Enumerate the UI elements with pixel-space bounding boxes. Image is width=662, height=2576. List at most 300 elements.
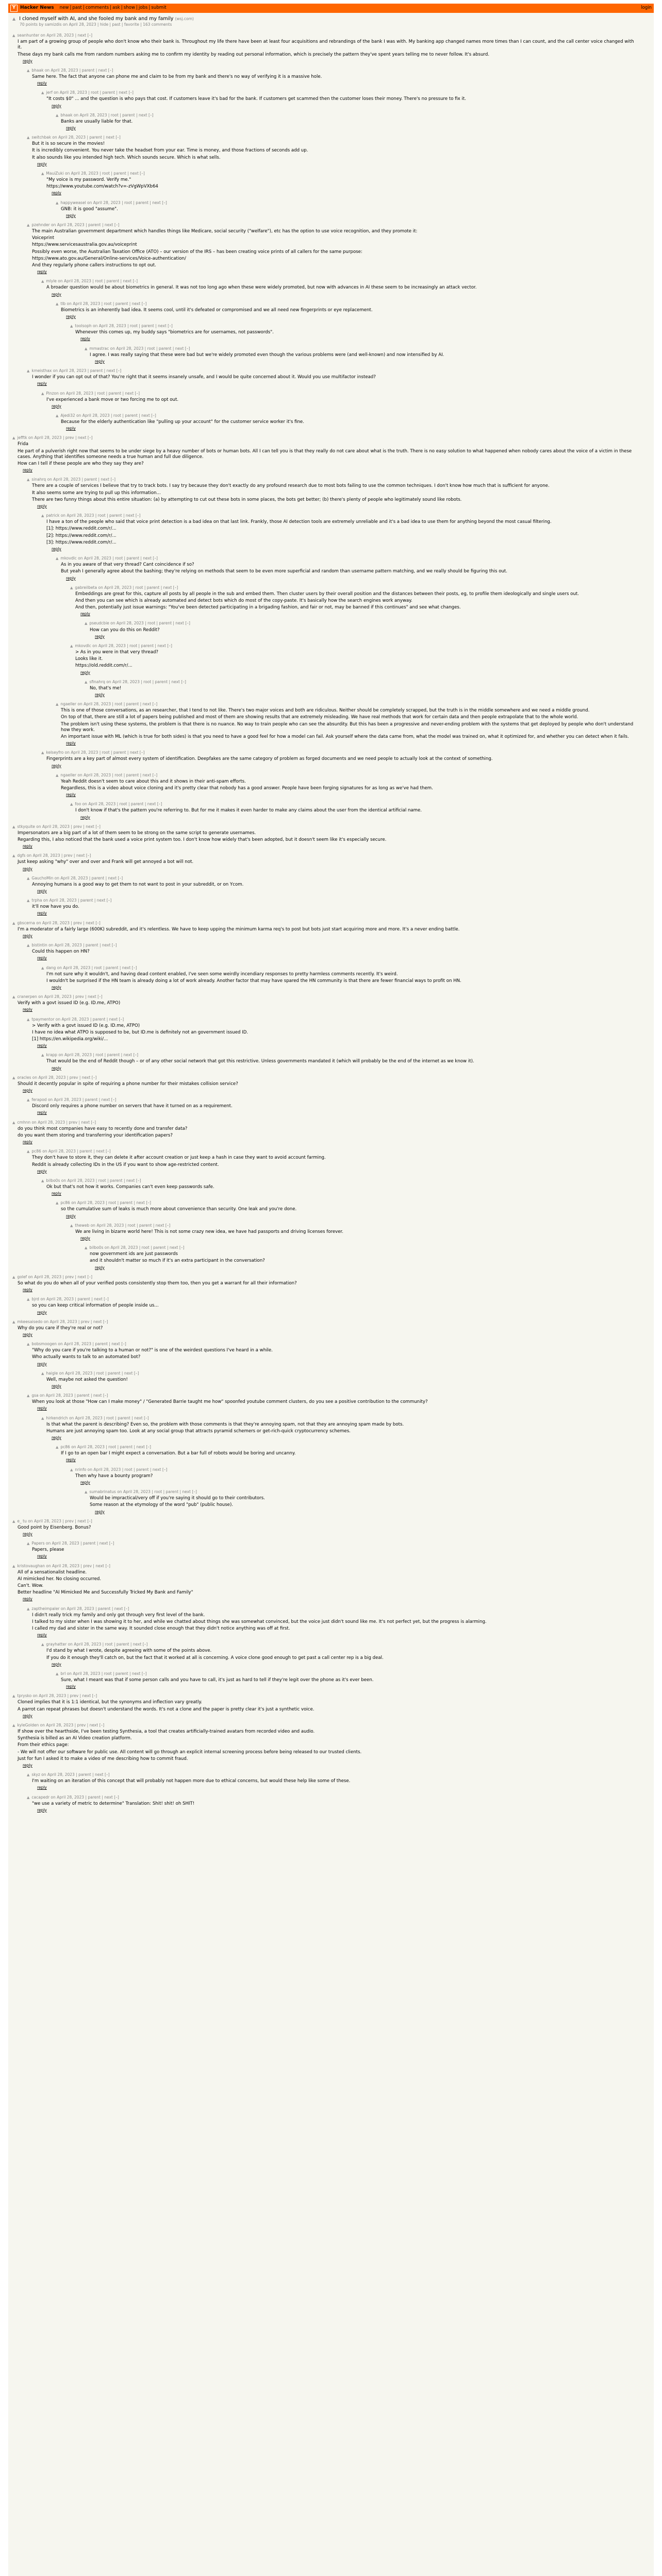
comment-paragraph: All of a sensationalist headline. bbox=[18, 1569, 87, 1575]
comment-paragraph: Should it decently popular in spite of requiring a phone number for their mistakes collision service? bbox=[18, 1081, 238, 1087]
comment-meta[interactable]: krapp on April 28, 2023 | root | parent | next [–] bbox=[46, 1053, 139, 1058]
comment-meta[interactable]: e_ tu on April 28, 2023 | prev | next [–] bbox=[17, 1518, 92, 1523]
comment-meta[interactable]: ngaeller on April 28, 2023 | root | parent | next [–] bbox=[60, 772, 158, 777]
reply-link[interactable]: reply bbox=[66, 426, 76, 431]
reply-link[interactable]: reply bbox=[80, 815, 90, 820]
page bbox=[8, 4, 654, 2576]
reply-link[interactable]: reply bbox=[80, 1480, 90, 1485]
reply-link[interactable]: reply bbox=[37, 956, 47, 961]
comment-header bbox=[70, 585, 639, 590]
comment-paragraph: Regardless, this is a video about voice cloning and it's pretty clear that nobody has a good answer. People have been forging signatures for as long as we've had them. bbox=[61, 785, 433, 791]
nav-link-show[interactable]: show bbox=[123, 5, 135, 11]
comment-header bbox=[56, 113, 639, 118]
comment-text bbox=[18, 1326, 639, 1338]
upvote-icon[interactable]: ▲ bbox=[12, 436, 15, 440]
comment-meta[interactable]: gbscerna on April 28, 2023 | prev | next [–] bbox=[17, 920, 101, 925]
reply-link[interactable]: reply bbox=[95, 1509, 105, 1514]
upvote-icon[interactable]: ▲ bbox=[56, 413, 59, 418]
comment-header bbox=[27, 1342, 639, 1347]
upvote-icon[interactable]: ▲ bbox=[27, 1773, 30, 1777]
comment-header bbox=[27, 1772, 639, 1777]
comment-meta[interactable]: jerf on April 28, 2023 | root | parent | next [–] bbox=[46, 90, 134, 95]
comment-text bbox=[90, 686, 639, 698]
comment bbox=[27, 1541, 650, 1560]
comment-meta[interactable]: happyweasel on April 28, 2023 | root | parent | next [–] bbox=[60, 200, 167, 205]
reply-link[interactable]: reply bbox=[52, 191, 61, 196]
comment-paragraph: do you think most companies have easy to recently done and transfer data? bbox=[18, 1126, 188, 1131]
comment-header bbox=[56, 413, 639, 418]
reply-link[interactable]: reply bbox=[37, 1785, 47, 1790]
comment bbox=[56, 413, 650, 432]
comment-paragraph: Would be impractical/very off if you're saying it should go to their contributors. bbox=[90, 1496, 265, 1501]
upvote-icon[interactable]: ▲ bbox=[27, 1606, 30, 1611]
nav-link-submit[interactable]: submit bbox=[151, 5, 167, 11]
comment-paragraph: How can you do this on Reddit? bbox=[90, 627, 160, 633]
comment-meta[interactable]: pc86 on April 28, 2023 | root | parent | next [–] bbox=[60, 1200, 151, 1206]
comment-text bbox=[32, 141, 639, 167]
comment-meta[interactable]: GauchoMin on April 28, 2023 | parent | next [–] bbox=[31, 875, 123, 880]
upvote-icon[interactable]: ▲ bbox=[27, 876, 30, 880]
comment-text bbox=[46, 1648, 639, 1668]
reply-link[interactable]: reply bbox=[80, 1236, 90, 1241]
reply-link[interactable]: reply bbox=[95, 634, 105, 639]
upvote-icon[interactable]: ▲ bbox=[85, 621, 88, 626]
comment-meta[interactable]: skyz on April 28, 2023 | parent | next [–] bbox=[31, 1772, 110, 1777]
nav-link-ask[interactable]: ask bbox=[112, 5, 120, 11]
upvote-icon[interactable]: ▲ bbox=[70, 1467, 73, 1472]
reply-link[interactable]: reply bbox=[37, 889, 47, 894]
reply-link[interactable]: reply bbox=[37, 1554, 47, 1559]
upvote-icon[interactable]: ▲ bbox=[56, 1445, 59, 1450]
reply-link[interactable]: reply bbox=[66, 314, 76, 319]
comment-paragraph: Embeddings are great for this, capture all posts by all people in the sub and embed them. Then cluster users by their overall position and the distances between their posts, eg, to profile them ideologically and single users out. bbox=[75, 591, 579, 597]
comment-paragraph: https://old.reddit.com/r/... bbox=[75, 663, 133, 669]
comment-meta[interactable]: golef on April 28, 2023 | prev | next [–] bbox=[17, 1274, 93, 1279]
comment-text bbox=[46, 285, 639, 297]
reply-link[interactable]: reply bbox=[23, 1287, 32, 1293]
comment-header bbox=[27, 1017, 639, 1022]
comment-meta[interactable]: haigle on April 28, 2023 | root | parent | next [–] bbox=[46, 1370, 139, 1376]
comment-paragraph: I'm not sure why it wouldn't, and having dead content enabled, I've seen some weirdly incendiary responses to pretty harmless comments recently. It's weird. bbox=[46, 971, 398, 977]
upvote-icon[interactable]: ▲ bbox=[56, 1671, 59, 1676]
logo-icon[interactable]: Y bbox=[10, 5, 18, 12]
comment-meta[interactable]: tlb on April 28, 2023 | root | parent | next [–] bbox=[60, 301, 147, 306]
comment-paragraph: Looks like it. bbox=[75, 656, 103, 662]
reply-link[interactable]: reply bbox=[37, 161, 47, 166]
comment-meta[interactable]: Ajedi32 on April 28, 2023 | root | parent | next [–] bbox=[60, 413, 156, 418]
comment-header bbox=[85, 346, 639, 351]
comment-meta[interactable]: MauiZuki on April 28, 2023 | root | parent | next [–] bbox=[46, 171, 145, 176]
reply-link[interactable]: reply bbox=[52, 1435, 61, 1440]
upvote-icon[interactable]: ▲ bbox=[27, 1342, 30, 1347]
reply-link[interactable]: reply bbox=[37, 1406, 47, 1411]
site-title[interactable]: Hacker News bbox=[20, 5, 54, 11]
upvote-icon[interactable]: ▲ bbox=[27, 1149, 30, 1154]
comment-paragraph: "It costs $0" ... and the question is who pays that cost. If customers leave it's bad for the bank. If customers get scammed then the customer loses their money. There's no pressure to fix it. bbox=[46, 96, 466, 102]
nav-separator: | bbox=[70, 5, 72, 11]
comment-meta[interactable]: bhaak on April 28, 2023 | root | parent | next [–] bbox=[60, 112, 154, 117]
comment bbox=[56, 556, 650, 582]
comment-paragraph: https://www.youtube.com/watch?v=-zVgWpVXb64 bbox=[46, 184, 158, 190]
reply-link[interactable]: reply bbox=[95, 692, 105, 697]
comment-header bbox=[56, 1200, 639, 1206]
comment-meta[interactable]: mkovdlc on April 28, 2023 | root | parent | next [–] bbox=[60, 556, 158, 561]
reply-link[interactable]: reply bbox=[23, 1597, 32, 1602]
comment-meta[interactable]: jefftk on April 28, 2023 | prev | next [–] bbox=[17, 435, 93, 440]
comment-meta[interactable]: pc86 on April 28, 2023 | parent | next [–] bbox=[31, 1149, 111, 1154]
reply-link[interactable]: reply bbox=[37, 381, 47, 386]
reply-link[interactable]: reply bbox=[52, 1383, 61, 1388]
comment-meta[interactable]: ngaeller on April 28, 2023 | root | parent | next [–] bbox=[60, 702, 158, 707]
comment-meta[interactable]: zaptheimpaler on April 28, 2023 | parent | next [–] bbox=[31, 1606, 129, 1611]
comment-meta[interactable]: ferapod on April 28, 2023 | parent | next [–] bbox=[31, 1097, 117, 1103]
login-link[interactable]: login bbox=[641, 5, 652, 11]
comment-meta[interactable]: mmastrac on April 28, 2023 | root | parent | next [–] bbox=[89, 346, 190, 351]
upvote-icon[interactable]: ▲ bbox=[70, 802, 73, 807]
upvote-icon[interactable]: ▲ bbox=[56, 556, 59, 561]
comment-header bbox=[70, 1467, 639, 1472]
comment-meta[interactable]: gsa on April 28, 2023 | parent | next [–] bbox=[31, 1393, 108, 1398]
reply-link[interactable]: reply bbox=[23, 844, 32, 849]
comment-meta[interactable]: toolsoph on April 28, 2023 | root | parent | next [–] bbox=[75, 324, 173, 329]
upvote-icon[interactable]: ▲ bbox=[56, 702, 59, 707]
comment bbox=[41, 391, 650, 410]
comment-paragraph: Well, maybe not asked the question! bbox=[46, 1377, 128, 1382]
reply-link[interactable]: reply bbox=[66, 1458, 76, 1463]
upvote-icon[interactable]: ▲ bbox=[27, 135, 30, 140]
nav-separator: | bbox=[136, 5, 138, 11]
comment-meta[interactable]: cmhnn on April 28, 2023 | prev | next [–] bbox=[17, 1120, 96, 1125]
comment-meta[interactable]: bilbo0s on April 28, 2023 | root | parent | next [–] bbox=[46, 1178, 141, 1183]
comment-header bbox=[27, 368, 639, 374]
nav-link-comments[interactable]: comments bbox=[85, 5, 109, 11]
reply-link[interactable]: reply bbox=[66, 1684, 76, 1689]
comment-paragraph: If you do it enough they'll catch on, but the fact that it worked at all is concerning. A voice clone good enough to get past a call center rep is a big deal. bbox=[46, 1655, 384, 1660]
reply-link[interactable]: reply bbox=[37, 1361, 47, 1366]
upvote-icon[interactable]: ▲ bbox=[27, 899, 30, 903]
comment-tree bbox=[8, 33, 654, 1814]
upvote-icon[interactable]: ▲ bbox=[41, 1178, 44, 1183]
reply-link[interactable]: reply bbox=[52, 1191, 61, 1196]
comment-meta[interactable]: bistintin on April 28, 2023 | parent | next [–] bbox=[31, 943, 117, 948]
comment bbox=[12, 921, 650, 939]
upvote-icon[interactable]: ▲ bbox=[27, 1098, 30, 1103]
comment-text bbox=[46, 1059, 639, 1071]
comment bbox=[12, 33, 650, 64]
comment-paragraph: I've experienced a bank move or two forcing me to opt out. bbox=[46, 397, 179, 402]
nav-separator: | bbox=[110, 5, 112, 11]
comment-paragraph: That would be the end of Reddit though – or of any other social network that got this restrictive. Unless governments mandated it (which will probably be the end of the internet as we know it). bbox=[46, 1059, 474, 1064]
comment-header bbox=[70, 324, 639, 329]
comment-paragraph: Banks are usually liable for that. bbox=[61, 118, 133, 124]
comment bbox=[27, 1097, 650, 1116]
reply-link[interactable]: reply bbox=[23, 1140, 32, 1145]
comment-header bbox=[27, 876, 639, 881]
comment-text bbox=[46, 756, 639, 769]
comment-meta[interactable]: oracles on April 28, 2023 | prev | next [–] bbox=[17, 1075, 97, 1080]
reply-link[interactable]: reply bbox=[23, 1713, 32, 1718]
reply-link[interactable]: reply bbox=[66, 213, 76, 218]
upvote-icon[interactable]: ▲ bbox=[12, 1694, 15, 1699]
reply-link[interactable]: reply bbox=[52, 1065, 61, 1071]
nav-link-jobs[interactable]: jobs bbox=[138, 5, 148, 11]
upvote-icon[interactable]: ▲ bbox=[12, 1120, 15, 1125]
comment-meta[interactable]: mkovdlc on April 28, 2023 | root | parent | next [–] bbox=[75, 643, 172, 648]
comment-text bbox=[61, 119, 639, 131]
comment bbox=[12, 1120, 650, 1146]
story-title[interactable]: I cloned myself with AI, and she fooled my bank and my family bbox=[19, 16, 174, 22]
comment-meta[interactable]: tprysko on April 28, 2023 | prev | next [–] bbox=[17, 1693, 97, 1699]
comment-meta[interactable]: tpaymentor on April 28, 2023 | parent | next [–] bbox=[31, 1016, 124, 1022]
comment-meta[interactable]: dgfs on April 28, 2023 | prev | next [–] bbox=[17, 853, 91, 858]
comment-paragraph: He part of a pulverish right now that seems to be under siege by a heavy number of bots or human bots. All I can tell you is that they really do not care about what is the truth. There is no easy solution to what happened when nobody cares about the voice of a victim in these cases. Anything that identifies someone needs a true human and full due diligence. bbox=[18, 448, 632, 460]
comment-paragraph: Could this happen on HN? bbox=[32, 949, 90, 955]
reply-link[interactable]: reply bbox=[23, 1762, 32, 1768]
reply-link[interactable]: reply bbox=[37, 911, 47, 916]
nav-link-new[interactable]: new bbox=[59, 5, 69, 11]
comment-text bbox=[18, 1729, 639, 1769]
upvote-icon[interactable]: ▲ bbox=[12, 33, 15, 38]
comment-meta[interactable]: Papers on April 28, 2023 | parent | next [–] bbox=[31, 1541, 114, 1546]
story-domain[interactable]: (wsj.com) bbox=[175, 16, 194, 21]
upvote-icon[interactable]: ▲ bbox=[56, 301, 59, 306]
upvote-icon[interactable]: ▲ bbox=[27, 1297, 30, 1302]
reply-link[interactable]: reply bbox=[37, 1168, 47, 1174]
upvote-icon[interactable]: ▲ bbox=[12, 824, 15, 829]
comment-meta[interactable]: Pinzon on April 28, 2023 | root | parent | next [–] bbox=[46, 391, 140, 396]
reply-link[interactable]: reply bbox=[52, 403, 61, 409]
comment bbox=[12, 1319, 650, 1338]
comment-paragraph: And then, potentially just issue warnings: "You've been detected participating in a brigading fashion, and fair or not, may be banned if this continues" and see what changes. bbox=[75, 605, 461, 611]
upvote-icon[interactable]: ▲ bbox=[12, 921, 15, 925]
reply-link[interactable]: reply bbox=[37, 503, 47, 509]
upvote-icon[interactable]: ▲ bbox=[56, 1201, 59, 1206]
comment-meta[interactable]: bobsmoogen on April 28, 2023 | parent | next [–] bbox=[31, 1342, 126, 1347]
reply-link[interactable]: reply bbox=[23, 58, 32, 63]
reply-link[interactable]: reply bbox=[37, 1807, 47, 1812]
upvote-icon[interactable]: ▲ bbox=[56, 773, 59, 777]
upvote-icon[interactable]: ▲ bbox=[41, 1053, 44, 1058]
upvote-icon[interactable]: ▲ bbox=[41, 279, 44, 284]
comment-meta[interactable]: trpha on April 28, 2023 | parent | next [–] bbox=[31, 898, 112, 903]
upvote-icon[interactable]: ▲ bbox=[27, 1394, 30, 1398]
comment-meta[interactable]: cacapedr on April 28, 2023 | parent | next [–] bbox=[31, 1794, 119, 1800]
comment-text bbox=[90, 352, 639, 365]
upvote-icon[interactable]: ▲ bbox=[70, 324, 73, 329]
reply-link[interactable]: reply bbox=[52, 103, 61, 108]
upvote-icon[interactable]: ▲ bbox=[41, 171, 44, 176]
comment-meta[interactable]: nrinfo on April 28, 2023 | root | parent | next [–] bbox=[75, 1467, 168, 1472]
upvote-icon[interactable]: ▲ bbox=[85, 1246, 88, 1250]
comment bbox=[27, 1795, 650, 1814]
comment-text bbox=[32, 1778, 639, 1791]
reply-link[interactable]: reply bbox=[52, 985, 61, 990]
comment-meta[interactable]: kristovaughan on April 28, 2023 | prev | next [–] bbox=[17, 1563, 110, 1568]
upvote-icon[interactable]: ▲ bbox=[85, 1490, 88, 1495]
reply-link[interactable]: reply bbox=[37, 1043, 47, 1048]
upvote-icon[interactable]: ▲ bbox=[70, 1223, 73, 1228]
comment-meta[interactable]: theweb on April 28, 2023 | root | parent | next [–] bbox=[75, 1223, 171, 1228]
comment-meta[interactable]: kmeisthax on April 28, 2023 | parent | next [–] bbox=[31, 368, 122, 374]
reply-link[interactable]: reply bbox=[37, 1633, 47, 1638]
upvote-icon[interactable]: ▲ bbox=[27, 1017, 30, 1022]
comment-meta[interactable]: gabreilbeta on April 28, 2023 | root | parent | next [–] bbox=[75, 585, 178, 590]
comment-paragraph: Because for the elderly authentication like "pulling up your account" for the customer service worker it's fine. bbox=[61, 419, 304, 425]
comment-header bbox=[12, 1564, 639, 1569]
reply-link[interactable]: reply bbox=[52, 292, 61, 297]
upvote-icon[interactable]: ▲ bbox=[27, 943, 30, 948]
upvote-icon[interactable]: ▲ bbox=[41, 514, 44, 518]
comment-meta[interactable]: bhaak on April 28, 2023 | parent | next [–] bbox=[31, 67, 113, 73]
reply-link[interactable]: reply bbox=[66, 1213, 76, 1218]
upvote-icon[interactable]: ▲ bbox=[85, 346, 88, 351]
reply-link[interactable]: reply bbox=[37, 1310, 47, 1315]
upvote-icon[interactable]: ▲ bbox=[27, 1541, 30, 1546]
comment-meta[interactable]: pzehnder on April 28, 2023 | parent | next [–] bbox=[31, 223, 120, 228]
upvote-icon[interactable]: ▲ bbox=[70, 585, 73, 590]
upvote-icon[interactable]: ▲ bbox=[27, 478, 30, 482]
reply-link[interactable]: reply bbox=[52, 1662, 61, 1667]
reply-link[interactable]: reply bbox=[95, 359, 105, 364]
comment-paragraph: This is one of those conversations, as an researcher, that I tend to not like. There's two major voices and both are ridiculous. Neither should be completely scrapped, but the truth is in the middle somewhere and we need a middle ground. bbox=[61, 708, 590, 714]
reply-link[interactable]: reply bbox=[37, 1110, 47, 1115]
comment-header bbox=[12, 824, 639, 829]
upvote-icon[interactable]: ▲ bbox=[56, 200, 59, 205]
upvote-icon[interactable]: ▲ bbox=[70, 643, 73, 648]
upvote-icon[interactable]: ▲ bbox=[27, 1795, 30, 1800]
comment-meta[interactable]: brl on April 28, 2023 | root | parent | next [–] bbox=[60, 1671, 147, 1676]
reply-link[interactable]: reply bbox=[23, 1088, 32, 1093]
reply-link[interactable]: reply bbox=[80, 336, 90, 342]
comment-text bbox=[90, 1496, 639, 1515]
upvote-icon[interactable]: ▲ bbox=[27, 369, 30, 374]
reply-link[interactable]: reply bbox=[66, 792, 76, 798]
comment-paragraph: When you look at those "How can I make money" / "Generated Barrie taught me how" spoonfed youtube comment clusters, do you see a positive contribution to the community? bbox=[32, 1399, 428, 1405]
comment-header bbox=[12, 1723, 639, 1728]
comment-paragraph: There are two funny things about this entire situation: (a) by attempting to cut out these bots in some places, the bots get better; (b) there's plenty of people who legitimately sound like robots. bbox=[32, 497, 462, 502]
comment-meta[interactable]: kyleGolden on April 28, 2023 | prev | next [–] bbox=[17, 1722, 105, 1727]
comment-header bbox=[41, 279, 639, 284]
comment-meta[interactable]: mlyle on April 28, 2023 | root | parent | next [–] bbox=[46, 279, 138, 284]
comment-header bbox=[12, 921, 639, 926]
comment bbox=[27, 1297, 650, 1315]
comment-header bbox=[12, 1693, 639, 1699]
upvote-icon[interactable]: ▲ bbox=[56, 113, 59, 117]
reply-link[interactable]: reply bbox=[80, 670, 90, 675]
comment-text bbox=[18, 859, 639, 872]
reply-link[interactable]: reply bbox=[23, 1531, 32, 1536]
comment-header bbox=[41, 1642, 639, 1647]
reply-link[interactable]: reply bbox=[23, 866, 32, 871]
comment bbox=[85, 1245, 650, 1271]
reply-link[interactable]: reply bbox=[66, 126, 76, 131]
comment-meta[interactable]: sfinahrq on April 28, 2023 | root | parent | next [–] bbox=[89, 679, 186, 684]
upvote-icon[interactable]: ▲ bbox=[41, 1371, 44, 1376]
reply-link[interactable]: reply bbox=[37, 269, 47, 275]
comment-header bbox=[41, 90, 639, 95]
comment-meta[interactable]: cranerpen on April 28, 2023 | prev | next [–] bbox=[17, 994, 103, 999]
upvote-icon[interactable]: ▲ bbox=[41, 965, 44, 970]
reply-link[interactable]: reply bbox=[52, 763, 61, 768]
comment-meta[interactable]: mkeesaisedo on April 28, 2023 | prev | next [–] bbox=[17, 1319, 108, 1324]
reply-link[interactable]: reply bbox=[23, 933, 32, 938]
comment-paragraph: An important issue with ML (which is true for both sides) is that you need to have a good feel for how a model can fail. Ask yourself where the data came from, what the model was trained on, what it optimized for, and whether you can detect when it fails. bbox=[61, 734, 629, 739]
comment-paragraph: They don't have to store it, they can delete it after account creation or just keep a hash in case they want to avoid account farming. bbox=[32, 1155, 326, 1161]
reply-link[interactable]: reply bbox=[37, 81, 47, 86]
upvote-icon[interactable]: ▲ bbox=[12, 854, 15, 858]
upvote-icon[interactable]: ▲ bbox=[27, 68, 30, 73]
comment-meta[interactable]: patrick on April 28, 2023 | root | parent | next [–] bbox=[46, 513, 141, 518]
comment-paragraph: On top of that, there are still a lot of papers being published and most of them are showing results that are extremely misleading. We have real methods that work for certain data and then people extrapolate that to the whole world. bbox=[61, 715, 578, 720]
comment-meta[interactable]: sumabrinatus on April 28, 2023 | root | parent | next [–] bbox=[89, 1489, 197, 1495]
upvote-icon[interactable]: ▲ bbox=[41, 391, 44, 396]
comment-meta[interactable]: dang on April 28, 2023 | root | parent | next [–] bbox=[46, 965, 137, 970]
upvote-icon[interactable]: ▲ bbox=[85, 680, 88, 684]
comment-meta[interactable]: grayhatter on April 28, 2023 | root | parent | next [–] bbox=[46, 1642, 148, 1647]
upvote-icon[interactable]: ▲ bbox=[12, 1319, 15, 1324]
comment-paragraph: GNB: it is good "assume". bbox=[61, 206, 118, 212]
comment-paragraph: I don't know if that's the pattern you're referring to. But for me it makes it even harder to make any claims about the user from the identical artificial name. bbox=[75, 808, 422, 814]
comment-paragraph: And they regularly phone callers instructions to opt out. bbox=[32, 262, 156, 268]
comment-meta[interactable]: stkyquite on April 28, 2023 | prev | next [–] bbox=[17, 824, 101, 829]
upvote-icon[interactable]: ▲ bbox=[12, 1519, 15, 1523]
reply-link[interactable]: reply bbox=[23, 1332, 32, 1337]
comment-header bbox=[27, 68, 639, 73]
comment-meta[interactable]: pseudcbie on April 28, 2023 | root | parent | next [–] bbox=[89, 621, 190, 626]
reply-link[interactable]: reply bbox=[66, 575, 76, 581]
upvote-icon[interactable]: ▲ bbox=[41, 1642, 44, 1647]
comment-meta[interactable]: seanhunter on April 28, 2023 | next [–] bbox=[17, 33, 93, 38]
upvote-icon[interactable]: ▲ bbox=[27, 223, 30, 228]
comment bbox=[27, 1149, 650, 1175]
comment-paragraph: [1]: https://www.reddit.com/r/... bbox=[46, 526, 117, 532]
comment-meta[interactable]: kelseyfro on April 28, 2023 | root | parent | next [–] bbox=[46, 750, 145, 755]
comment bbox=[12, 435, 650, 473]
comment-meta[interactable]: sinahrq on April 28, 2023 | parent | next [–] bbox=[31, 477, 116, 482]
upvote-icon[interactable]: ▲ bbox=[12, 1275, 15, 1279]
comment-meta[interactable]: foo on April 28, 2023 | root | parent | next [–] bbox=[75, 802, 162, 807]
reply-link[interactable]: reply bbox=[52, 546, 61, 551]
comment-meta[interactable]: hirkendrich on April 28, 2023 | root | parent | next [–] bbox=[46, 1415, 149, 1420]
comment-meta[interactable]: bilbo0s on April 28, 2023 | root | parent | next [–] bbox=[89, 1245, 185, 1250]
upvote-icon[interactable]: ▲ bbox=[12, 1075, 15, 1080]
reply-link[interactable]: reply bbox=[23, 1007, 32, 1012]
upvote-icon[interactable]: ▲ bbox=[12, 1564, 15, 1568]
reply-link[interactable]: reply bbox=[95, 1265, 105, 1270]
reply-link[interactable]: reply bbox=[66, 741, 76, 746]
upvote-icon[interactable]: ▲ bbox=[41, 751, 44, 755]
upvote-icon[interactable]: ▲ bbox=[41, 1416, 44, 1420]
comment-meta[interactable]: bjrd on April 28, 2023 | parent | next [–] bbox=[31, 1297, 109, 1302]
reply-link[interactable]: reply bbox=[80, 612, 90, 617]
comment-text bbox=[46, 972, 639, 991]
comment bbox=[41, 1642, 650, 1668]
upvote-icon[interactable]: ▲ bbox=[12, 995, 15, 999]
comment bbox=[41, 90, 650, 109]
comment-header bbox=[12, 1519, 639, 1524]
comment-meta[interactable]: pc86 on April 28, 2023 | root | parent | next [–] bbox=[60, 1445, 151, 1450]
comment-paragraph: It also sounds like you intended high tech. Which sounds secure. Which is what sells. bbox=[32, 155, 221, 160]
comment-meta[interactable]: switchbak on April 28, 2023 | parent | next [–] bbox=[31, 135, 121, 140]
upvote-icon[interactable]: ▲ bbox=[12, 1723, 15, 1727]
reply-link[interactable]: reply bbox=[23, 468, 32, 473]
nav-link-past[interactable]: past bbox=[72, 5, 82, 11]
upvote-icon[interactable]: ▲ bbox=[12, 16, 16, 21]
comment-header bbox=[41, 171, 639, 176]
comment bbox=[27, 368, 650, 387]
upvote-icon[interactable]: ▲ bbox=[41, 91, 44, 95]
comment-paragraph: How can I tell if these people are who they say they are? bbox=[18, 461, 144, 466]
